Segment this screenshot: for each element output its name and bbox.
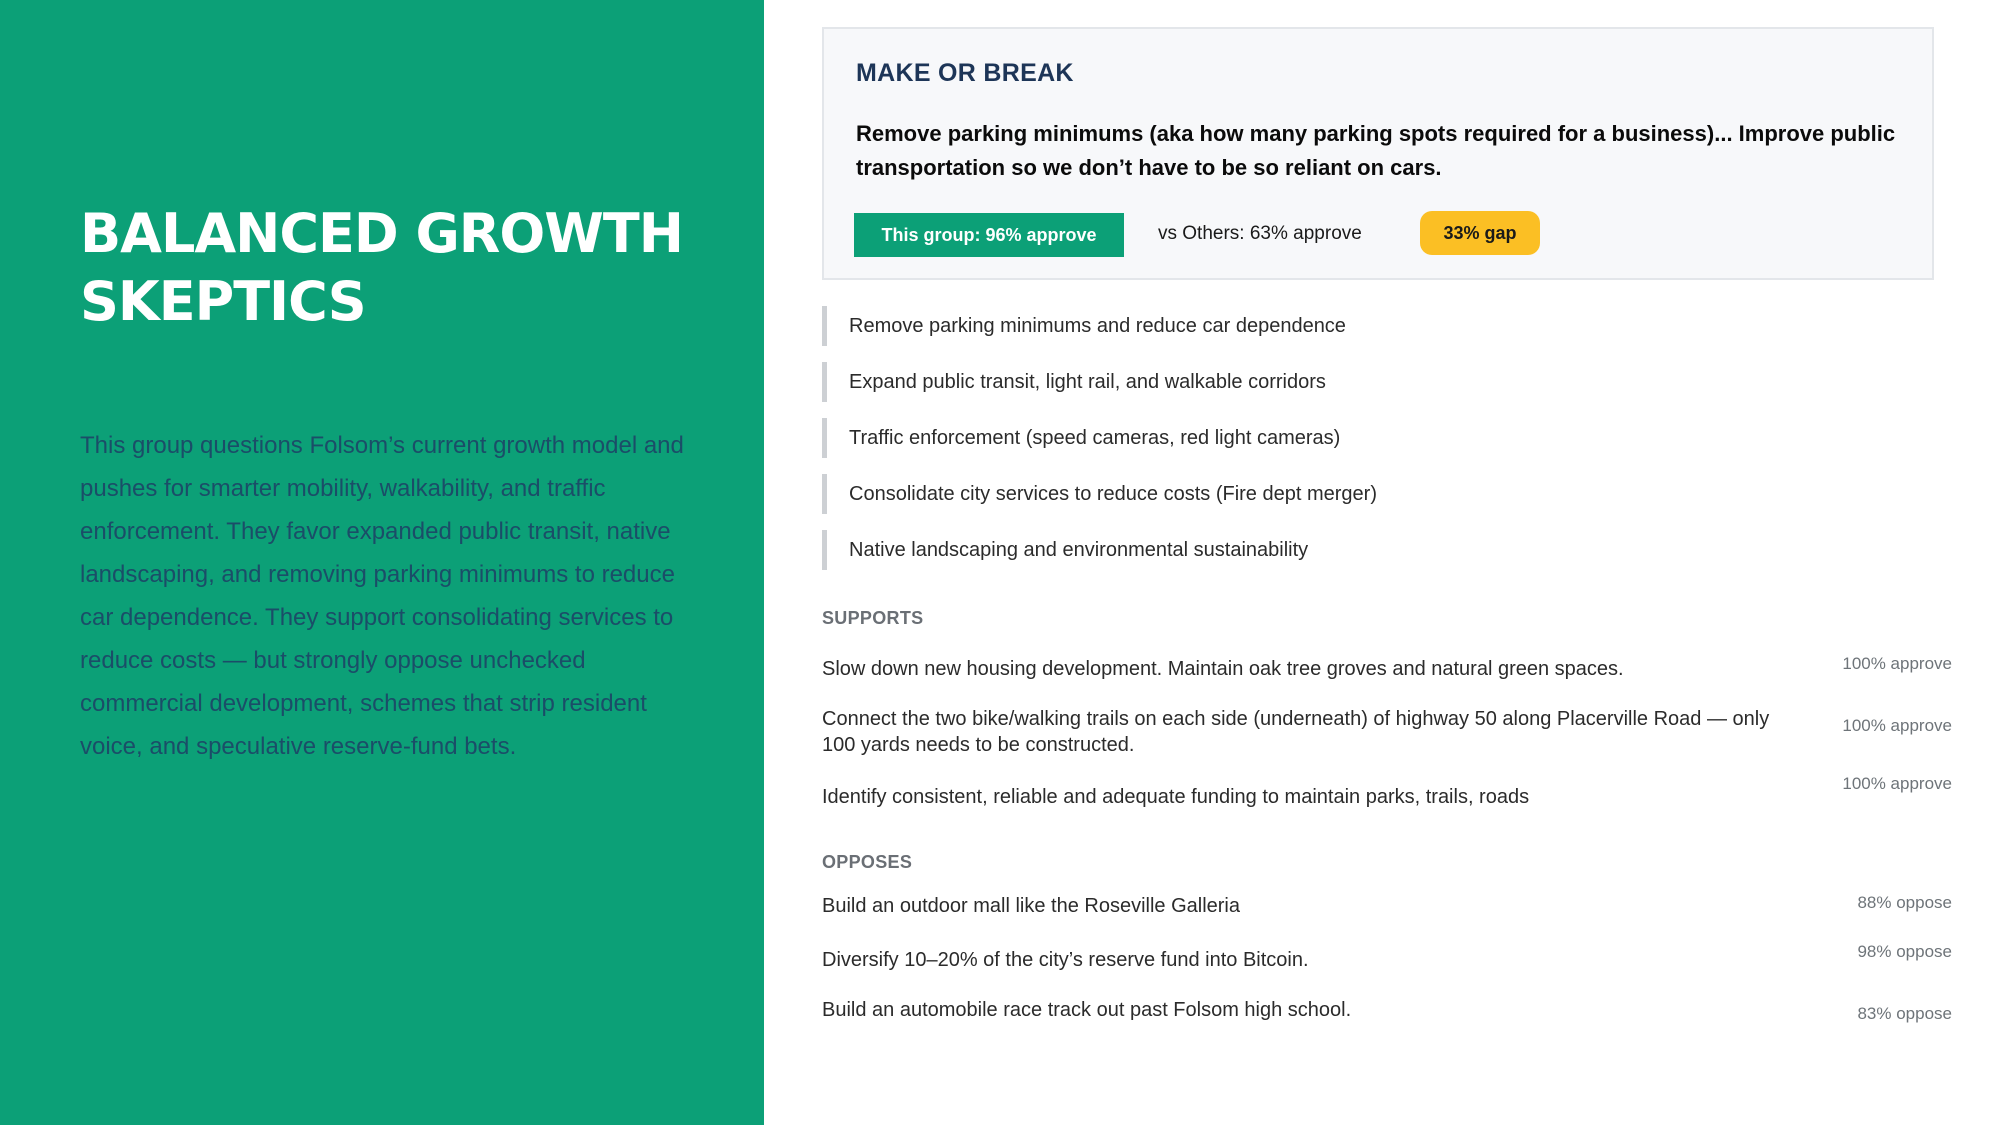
others-approval-text: vs Others: 63% approve [1158, 223, 1362, 244]
make-or-break-question: Remove parking minimums (aka how many parking spots required for a business)... Improve public transportation so we don’t have to be so reliant on cars. [856, 121, 1896, 180]
oppose-text: Build an outdoor mall like the Roseville Galleria [822, 895, 1240, 917]
segment-title: BALANCED GROWTH SKEPTICS [80, 202, 683, 333]
oppose-stat: 88% oppose [1857, 893, 1952, 912]
priority-item: Traffic enforcement (speed cameras, red light cameras) [822, 418, 1934, 458]
oppose-stat: 98% oppose [1857, 942, 1952, 961]
priority-item: Remove parking minimums and reduce car dependence [822, 306, 1934, 346]
segment-panel [0, 0, 764, 1125]
priority-item: Consolidate city services to reduce costs (Fire dept merger) [822, 474, 1934, 514]
group-approval-pill: This group: 96% approve [854, 213, 1124, 257]
oppose-text: Build an automobile race track out past Folsom high school. [822, 999, 1352, 1021]
make-or-break-card [822, 27, 1934, 280]
support-stat: 100% approve [1842, 774, 1952, 793]
make-or-break-title: MAKE OR BREAK [856, 59, 1074, 87]
priority-item: Native landscaping and environmental sustainability [822, 530, 1934, 570]
supports-heading: SUPPORTS [822, 608, 924, 628]
oppose-stat: 83% oppose [1857, 1004, 1952, 1023]
support-stat: 100% approve [1842, 716, 1952, 735]
segment-description: This group questions Folsom’s current growth model and pushes for smarter mobility, walkability, and traffic enforcement. They favor expanded public transit, native landscaping, and removing parking minimums to reduce car dependence. They support consolidating services to reduce costs — but strongly oppose unchecked commercial development, schemes that strip resident voice, and speculative reserve-fund bets. [80, 432, 684, 760]
priority-list [822, 306, 1934, 586]
opposes-heading: OPPOSES [822, 852, 913, 872]
oppose-text: Diversify 10–20% of the city’s reserve fund into Bitcoin. [822, 949, 1309, 971]
support-text: Connect the two bike/walking trails on each side (underneath) of highway 50 along Placerville Road — only 100 yards needs to be constructed. [822, 708, 1770, 756]
gap-badge: 33% gap [1420, 211, 1540, 255]
support-text: Slow down new housing development. Maintain oak tree groves and natural green spaces. [822, 658, 1624, 680]
support-text: Identify consistent, reliable and adequate funding to maintain parks, trails, roads [822, 786, 1530, 808]
details-column [822, 0, 1952, 1125]
priority-item: Expand public transit, light rail, and walkable corridors [822, 362, 1934, 402]
support-stat: 100% approve [1842, 654, 1952, 673]
